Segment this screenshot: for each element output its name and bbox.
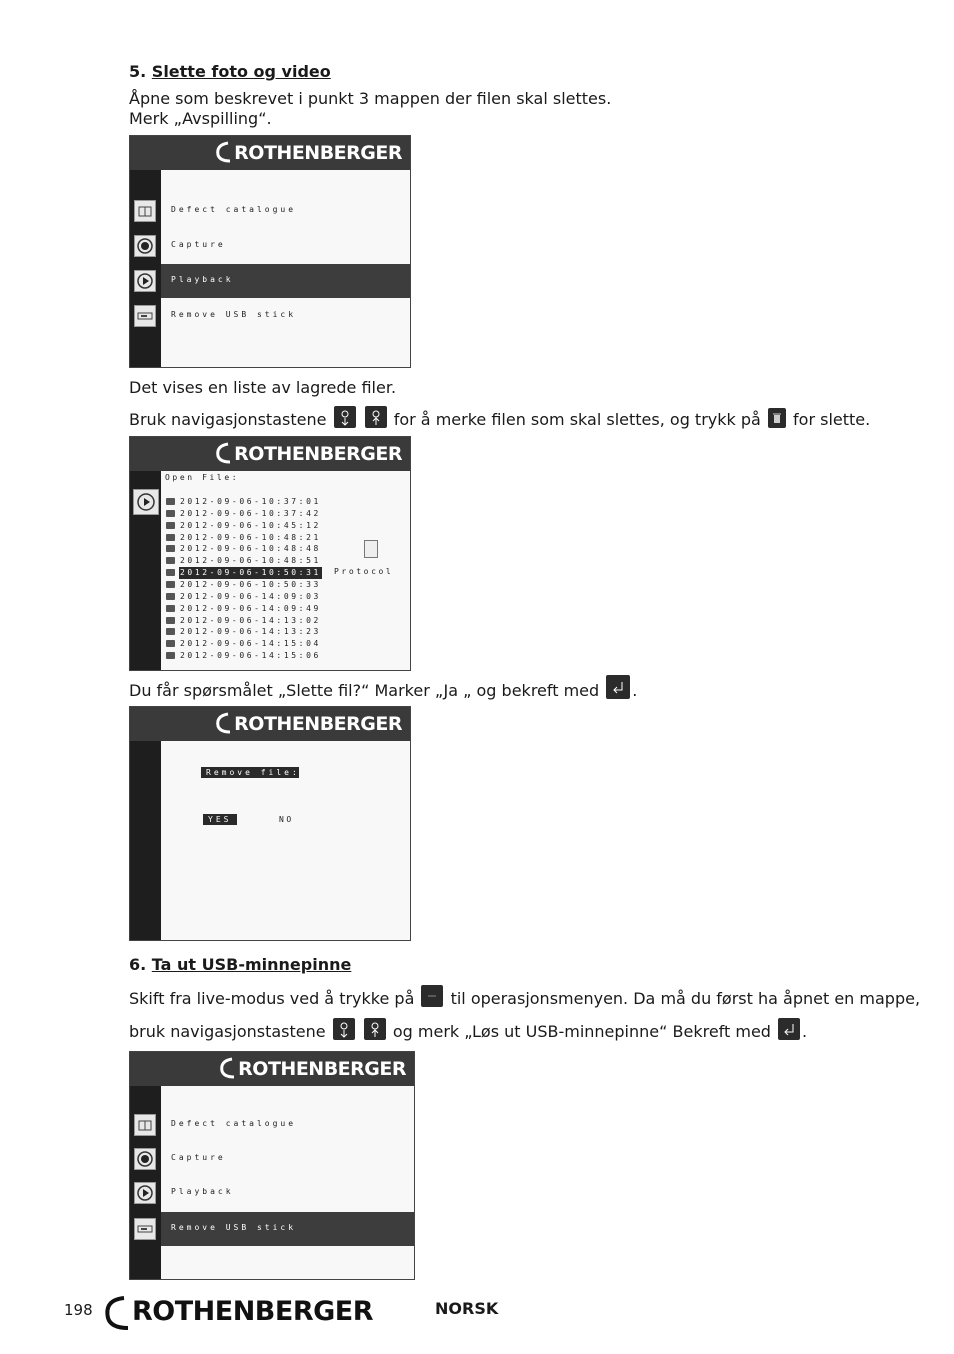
file-name: 2012-09-06-10:50:33 <box>180 579 321 589</box>
camera-icon <box>166 605 175 612</box>
camera-icon <box>166 569 175 576</box>
para-file-list: Det vises en liste av lagrede filer. <box>129 378 397 397</box>
file-name: 2012-09-06-14:09:49 <box>180 603 321 613</box>
screen-header-bar <box>130 437 410 471</box>
menu-item-defect-catalogue[interactable]: Defect catalogue <box>171 205 297 214</box>
screen-header-bar <box>130 1052 414 1086</box>
brand-logo: ROTHENBERGER <box>212 138 402 168</box>
file-name: 2012-09-06-10:48:48 <box>180 544 321 554</box>
delete-key-icon <box>768 408 786 428</box>
camera-icon <box>166 628 175 635</box>
camera-icon <box>166 557 175 564</box>
brand-hook-icon <box>212 139 234 165</box>
nav-down-key-icon <box>364 1018 386 1040</box>
usb-stick-icon <box>134 305 156 327</box>
brand-logo: ROTHENBERGER <box>212 439 402 469</box>
nav-up-key-icon <box>333 1018 355 1040</box>
file-name: 2012-09-06-10:37:01 <box>180 497 321 506</box>
file-name: 2012-09-06-14:15:06 <box>180 651 321 661</box>
dialog-yes-option[interactable]: YES <box>203 814 237 825</box>
menu-key-icon <box>421 985 443 1007</box>
record-icon <box>134 1148 156 1170</box>
device-screen-file-list <box>129 436 411 671</box>
menu-item-defect-catalogue[interactable]: Defect catalogue <box>171 1119 297 1128</box>
section-6-heading: 6. Ta ut USB-minnepinne <box>129 955 352 974</box>
menu-item-playback[interactable]: Playback <box>161 264 410 298</box>
book-icon <box>134 1114 156 1136</box>
camera-icon <box>166 534 175 541</box>
file-name: 2012-09-06-10:45:12 <box>180 520 321 530</box>
screen-sidebar <box>130 741 161 940</box>
protocol-label: Protocol <box>334 567 394 576</box>
section-5-heading: 5. Slette foto og video <box>129 62 331 81</box>
dialog-title: Remove file: <box>201 767 299 778</box>
device-screen-menu-remove-usb <box>129 1051 415 1280</box>
file-name: 2012-09-06-10:48:51 <box>180 556 321 566</box>
camera-icon <box>166 617 175 624</box>
camera-icon <box>166 593 175 600</box>
play-icon <box>134 270 156 292</box>
enter-key-icon <box>778 1018 800 1040</box>
menu-item-remove-usb[interactable]: Remove USB stick <box>171 310 297 319</box>
brand-hook-icon <box>212 710 234 736</box>
para-navigation: Bruk navigasjonstastene for å merke filen som skal slettes, og trykk på for slette. <box>129 406 870 430</box>
footer-brand-logo: ROTHENBERGER <box>102 1290 373 1334</box>
section-6-line-2: bruk navigasjonstastene og merk „Løs ut USB-minnepinne“ Bekreft med . <box>129 1018 807 1042</box>
record-icon <box>134 235 156 257</box>
protocol-icon <box>364 540 378 558</box>
enter-key-icon <box>606 675 630 699</box>
camera-icon <box>166 510 175 517</box>
screen-header-bar <box>130 136 410 170</box>
play-icon <box>133 489 159 515</box>
dialog-no-option[interactable]: NO <box>279 815 294 824</box>
book-icon <box>134 200 156 222</box>
footer-language: NORSK <box>435 1299 499 1318</box>
page-number: 198 <box>64 1301 93 1319</box>
brand-hook-icon <box>216 1055 238 1081</box>
nav-up-key-icon <box>334 406 356 428</box>
camera-icon <box>166 652 175 659</box>
screen-header-bar <box>130 707 410 741</box>
file-name: 2012-09-06-10:37:42 <box>180 508 321 518</box>
file-name: 2012-09-06-10:48:21 <box>180 532 321 542</box>
camera-icon <box>166 498 175 505</box>
file-name: 2012-09-06-14:13:23 <box>180 627 321 637</box>
brand-logo: ROTHENBERGER <box>212 709 402 739</box>
camera-icon <box>166 640 175 647</box>
camera-icon <box>166 581 175 588</box>
camera-icon <box>166 545 175 552</box>
camera-icon <box>166 522 175 529</box>
file-name: 2012-09-06-14:13:02 <box>180 615 321 625</box>
file-name: 2012-09-06-14:09:03 <box>180 591 321 601</box>
device-screen-menu-playback <box>129 135 411 368</box>
file-name: 2012-09-06-10:50:31 <box>180 568 321 578</box>
file-list-header: Open File: <box>165 473 240 482</box>
section-5-line-2: Merk „Avspilling“. <box>129 109 272 128</box>
section-5-line-1: Åpne som beskrevet i punkt 3 mappen der filen skal slettes. <box>129 89 612 108</box>
brand-hook-icon <box>102 1290 132 1334</box>
section-6-line-1: Skift fra live-modus ved å trykke på til operasjonsmenyen. Da må du først ha åpnet en mappe, <box>129 985 920 1009</box>
menu-item-capture[interactable]: Capture <box>171 1153 226 1162</box>
para-confirm: Du får spørsmålet „Slette fil?“ Marker „Ja „ og bekreft med . <box>129 675 637 701</box>
play-icon <box>134 1182 156 1204</box>
brand-logo: ROTHENBERGER <box>216 1054 406 1084</box>
section-5-title: Slette foto og video <box>151 62 331 81</box>
section-6-title: Ta ut USB-minnepinne <box>151 955 352 974</box>
brand-hook-icon <box>212 440 234 466</box>
nav-down-key-icon <box>365 406 387 428</box>
file-name: 2012-09-06-14:15:04 <box>180 639 321 649</box>
menu-item-playback[interactable]: Playback <box>171 1187 234 1196</box>
device-screen-remove-dialog <box>129 706 411 941</box>
usb-stick-icon <box>134 1218 156 1240</box>
menu-item-capture[interactable]: Capture <box>171 240 226 249</box>
menu-item-remove-usb[interactable]: Remove USB stick <box>161 1212 414 1246</box>
